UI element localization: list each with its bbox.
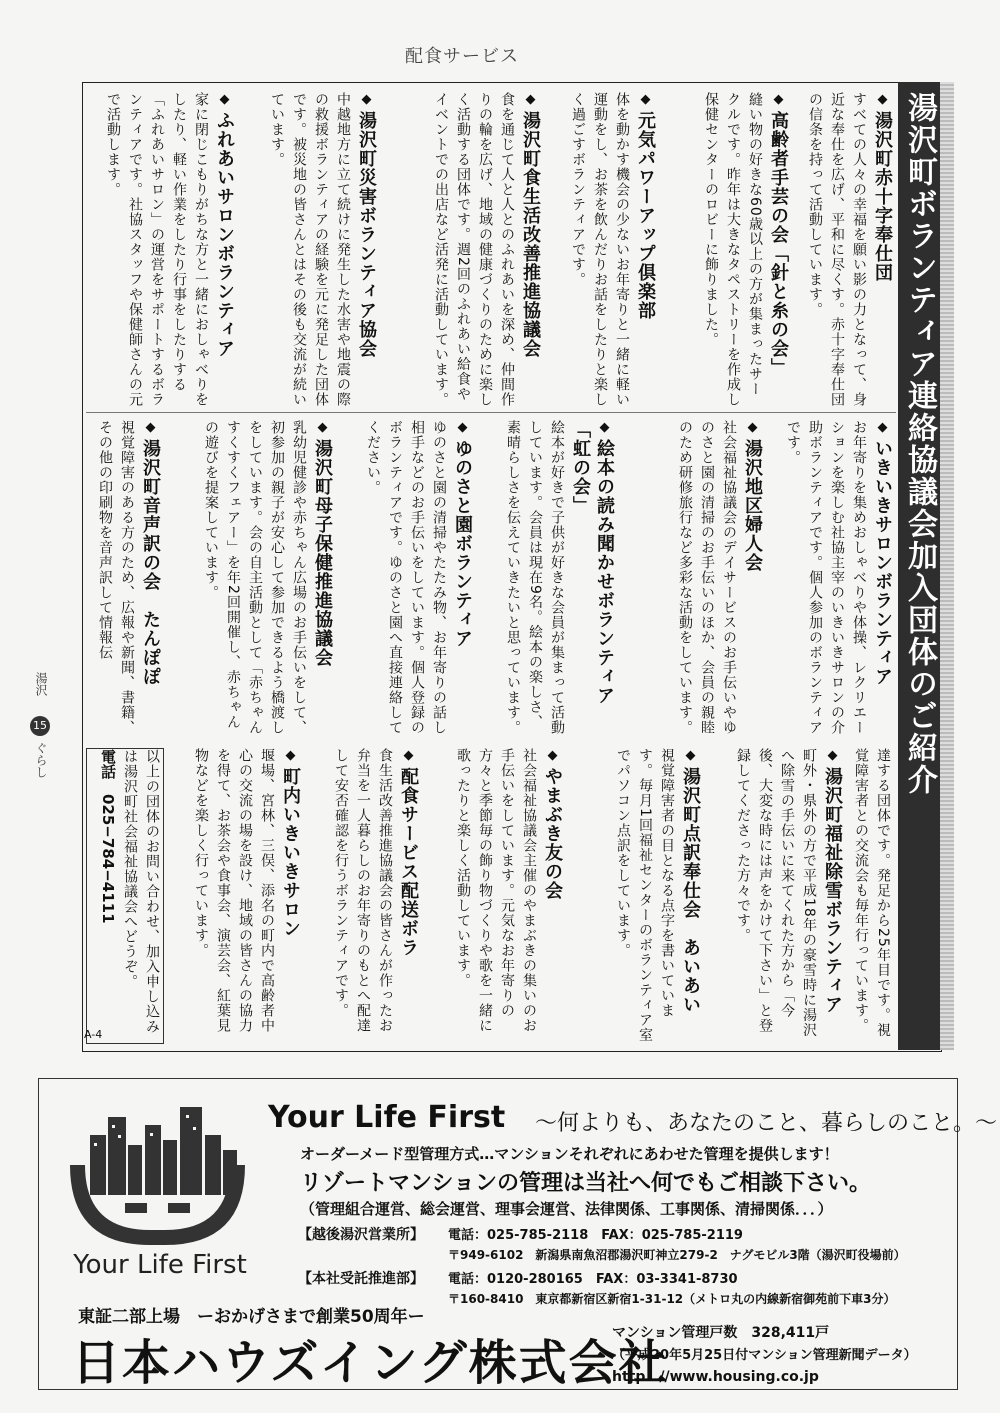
- company-logo-icon: [50, 1095, 265, 1255]
- entry-title: 湯沢町食生活改善推進協議会: [520, 111, 541, 358]
- entry-red-cross: [794, 92, 894, 408]
- entry-diet-council: [382, 92, 542, 408]
- entry-meal-delivery: [306, 748, 420, 1044]
- row-divider: [86, 412, 896, 413]
- diamond-icon: ◆: [638, 92, 653, 107]
- entry-fureai-salon: [86, 92, 236, 408]
- entry-title: いきいきサロンボランティア: [872, 439, 893, 686]
- handwritten-note: 配食サービス: [405, 46, 519, 67]
- diamond-icon: ◆: [523, 92, 538, 107]
- entry-picture-book: [478, 420, 616, 742]
- entry-maternal-health: [166, 420, 334, 742]
- entry-fujinkai: [620, 420, 764, 742]
- managed-units: マンション管理戸数 328,411戸: [612, 1325, 830, 1341]
- ad-line-3: （管理組合運営、総会運営、理事会運営、法律関係、工事関係、清掃関係．．．）: [300, 1200, 833, 1218]
- office2-label: 【本社受託推進部】: [298, 1271, 424, 1287]
- entry-body: 視覚障害のある方のため、広報や新聞、書籍、その他の印刷物を音声訳して情報伝: [97, 420, 135, 735]
- page-code: A-4: [84, 1028, 103, 1041]
- entry-title: 町内いきいきサロン: [280, 767, 301, 938]
- entry-title: 湯沢町点訳奉仕会 あいあい: [680, 767, 701, 1014]
- entry-title: 湯沢町母子保健推進協議会: [312, 439, 333, 667]
- ad-line-1: オーダーメード型管理方式…マンションそれぞれにあわせた管理を提供します！: [300, 1145, 839, 1163]
- entry-title: 湯沢地区婦人会: [742, 439, 763, 572]
- title-stripe: [940, 82, 954, 1050]
- office1-label: 【越後湯沢営業所】: [298, 1227, 424, 1243]
- diamond-icon: ◆: [455, 420, 470, 435]
- diamond-icon: ◆: [143, 420, 158, 435]
- entry-ikiiki-salon: [768, 420, 894, 742]
- contact-text: 以上の団体のお問い合わせ、加入申し込みは湯沢町社会福祉協議会へどうぞ。: [122, 749, 160, 1034]
- diamond-icon: ◆: [771, 92, 786, 107]
- entry-body: 乳幼児健診や赤ちゃん広場のお手伝いをして、初参加の親子が安心して参加できるよう橋渡しをしています。会の自主活動として「赤ちゃんすくすくフェアー」を年2回開催し、赤ちゃんの遊びを提案しています。: [203, 420, 307, 735]
- entry-body: 食生活改善推進協議会の皆さんが作ったお弁当を一人暮らしのお年寄りのもとへ配達して安否確認を行うボランティアです。: [333, 748, 393, 1033]
- ad-headline: Your Life First: [268, 1100, 506, 1135]
- entry-title: 元気パワーアップ倶楽部: [635, 111, 656, 320]
- diamond-icon: ◆: [683, 748, 698, 763]
- side-label-top: 湯沢: [34, 672, 48, 696]
- entry-town-salon: [168, 748, 302, 1044]
- entry-body: すべての人々の幸福を願い影の力となって、身近な奉仕を広げ、平和に尽くす。赤十字奉仕団の信条を持って活動しています。: [807, 92, 867, 407]
- entry-tanpopo-continued: [848, 748, 894, 1044]
- entry-body: 縫い物の好きな60歳以上の方が集まったサークルです。昨年は大きなタペストリーを作成し保健センターのロビーに飾りました。: [703, 92, 763, 407]
- entry-title: 湯沢町赤十字奉仕団: [872, 111, 893, 282]
- page-number-badge: 15: [30, 716, 50, 736]
- diamond-icon: ◆: [401, 748, 416, 763]
- diamond-icon: ◆: [359, 92, 374, 107]
- side-label-bottom: ぐらし: [34, 742, 48, 778]
- entry-title: 湯沢町災害ボランティア協会: [356, 111, 377, 358]
- diamond-icon: ◆: [217, 92, 232, 107]
- entry-title: 湯沢町音声訳の会 たんぽぽ: [140, 439, 161, 686]
- company-url[interactable]: http：//www.housing.co.jp: [612, 1369, 819, 1385]
- entry-title: やまぶき友の会: [542, 767, 563, 900]
- entry-body: 町外・県外の方で平成18年の豪雪時に湯沢へ除雪の手伝いに来てくれた方から「今後、大変な時には声をかけて下さい」と登録してくださった方々です。: [735, 748, 817, 1038]
- entry-tanpopo: [86, 420, 162, 742]
- entry-body: 社会福祉協議会のデイサービスのお手伝いやゆのさと園の清掃のお手伝いのほか、会員の親睦のため研修旅行など多彩な活動をしています。: [677, 420, 737, 735]
- entry-snow-removal: [706, 748, 844, 1044]
- entry-title: 配食サービス配送ボラ: [398, 767, 419, 957]
- entry-body: 絵本が好きで子供が好きな会員が集まって活動しています。会員は現在9名。絵本の楽しさ、素晴らしさを伝えていきたいと思っています。: [505, 420, 565, 735]
- entry-disaster-vol: [240, 92, 378, 408]
- entry-title: 絵本の読み聞かせボランティア「虹の会」: [570, 420, 615, 705]
- office2-address: 〒160-8410 東京都新宿区新宿1-31-12（メトロ丸の内線新宿御苑前下車3分）: [448, 1292, 896, 1306]
- office2-phone: 電話：0120-280165 FAX：03-3341-8730: [448, 1272, 738, 1287]
- entry-body: お年寄りを集めおしゃべりや体操、レクリエーションを楽しむ社協主宰のいきいきサロンの介助ボランティアです。個人参加のボランティアです。: [785, 420, 867, 735]
- entry-body: 堰場、宮林、三俣、添名の町内で高齢者中心の交流の場を設け、地域の皆さんの協力を得て、お茶会や食事会、演芸会、紅葉見物などを楽しく行っています。: [193, 748, 275, 1033]
- diamond-icon: ◆: [283, 748, 298, 763]
- entry-body: 視覚障害者の目となる点字を書いています。毎月1回福祉センターのボランティア室でパソコン点訳をしています。: [615, 748, 675, 1043]
- entry-body: 体を動かす機会の少ないお年寄りと一緒に軽い運動をし、お茶を飲んだりお話をしたりと楽しく過ごすボランティアです。: [570, 92, 630, 407]
- entry-braille: [568, 748, 702, 1044]
- entry-genki-power: [545, 92, 657, 408]
- office1-phone: 電話：025-785-2118 FAX：025-785-2119: [448, 1228, 743, 1243]
- contact-box: [86, 748, 164, 1044]
- ad-tagline: 〜何よりも、あなたのこと、暮らしのこと。〜: [535, 1111, 998, 1136]
- ad-subheadline: 東証二部上場 ーおかげさまで創業50周年ー: [78, 1307, 425, 1327]
- entry-title: 湯沢町福祉除雪ボランティア: [822, 767, 843, 1014]
- company-name: 日本ハウズイング株式会社: [72, 1335, 669, 1391]
- entry-title: 高齢者手芸の会「針と糸の会」: [768, 111, 789, 377]
- entry-yunosato: [338, 420, 474, 742]
- entry-title: ゆのさと園ボランティア: [452, 439, 473, 648]
- diamond-icon: ◆: [825, 748, 840, 763]
- entry-yamabuki: [424, 748, 564, 1044]
- entry-body: ゆのさと園の清掃やたたみ物、お年寄りの話し相手などのお手伝いをしています。個人登録のボランティアです。ゆのさと園へ直接連絡してください。: [365, 420, 447, 735]
- office1-address: 〒949-6102 新潟県南魚沼郡湯沢町神立279-2 ナグモビル3階（湯沢町役場前）: [448, 1248, 906, 1262]
- entry-body: 食を通じて人と人とのふれあいを深め、仲間作りの輪を広げ、地域の健康づくりのために楽しく活動する団体です。週2回のふれあい給食やイベントでの出店など活発に活動しています。: [433, 92, 515, 407]
- data-source: （平成20年5月25日付マンション管理新聞データ）: [612, 1348, 917, 1363]
- entry-needle-thread: [660, 92, 790, 408]
- diamond-icon: ◆: [745, 420, 760, 435]
- contact-phone: 電話 025−784−4111: [99, 749, 117, 924]
- diamond-icon: ◆: [545, 748, 560, 763]
- entry-body: 社会福祉協議会主催のやまぶきの集いのお手伝いをしています。元気なお年寄りの方々と季節毎の飾り物づくりや歌を一緒に歌ったりと楽しく活動しています。: [455, 748, 537, 1033]
- entry-body: 中越地方に立て続けに発生した水害や地震の際の救援ボランティアの経験を元に発足した団体です。被災地の皆さんとはその後も交流が続いています。: [269, 92, 351, 407]
- logo-caption: Your Life First: [73, 1250, 247, 1280]
- ad-line-2: リゾートマンションの管理は当社へ何でもご相談下さい。: [300, 1171, 872, 1196]
- diamond-icon: ◆: [875, 420, 890, 435]
- diamond-icon: ◆: [875, 92, 890, 107]
- diamond-icon: ◆: [315, 420, 330, 435]
- diamond-icon: ◆: [597, 420, 612, 435]
- entry-body: 達する団体です。発足から25年目です。視覚障害者との交流会も毎年行っています。: [853, 748, 891, 1038]
- entry-body: 家に閉じこもりがちな方と一緒におしゃべりをしたり、軽い作業をしたり行事をしたりする「ふれあいサロン」の運営をサポートするボランティアです。社協スタッフや保健師さんの元で活動します。: [105, 92, 209, 407]
- article-title: 湯沢町ボランティア連絡協議会加入団体のご紹介: [902, 92, 937, 796]
- entry-title: ふれあいサロンボランティア: [214, 111, 235, 358]
